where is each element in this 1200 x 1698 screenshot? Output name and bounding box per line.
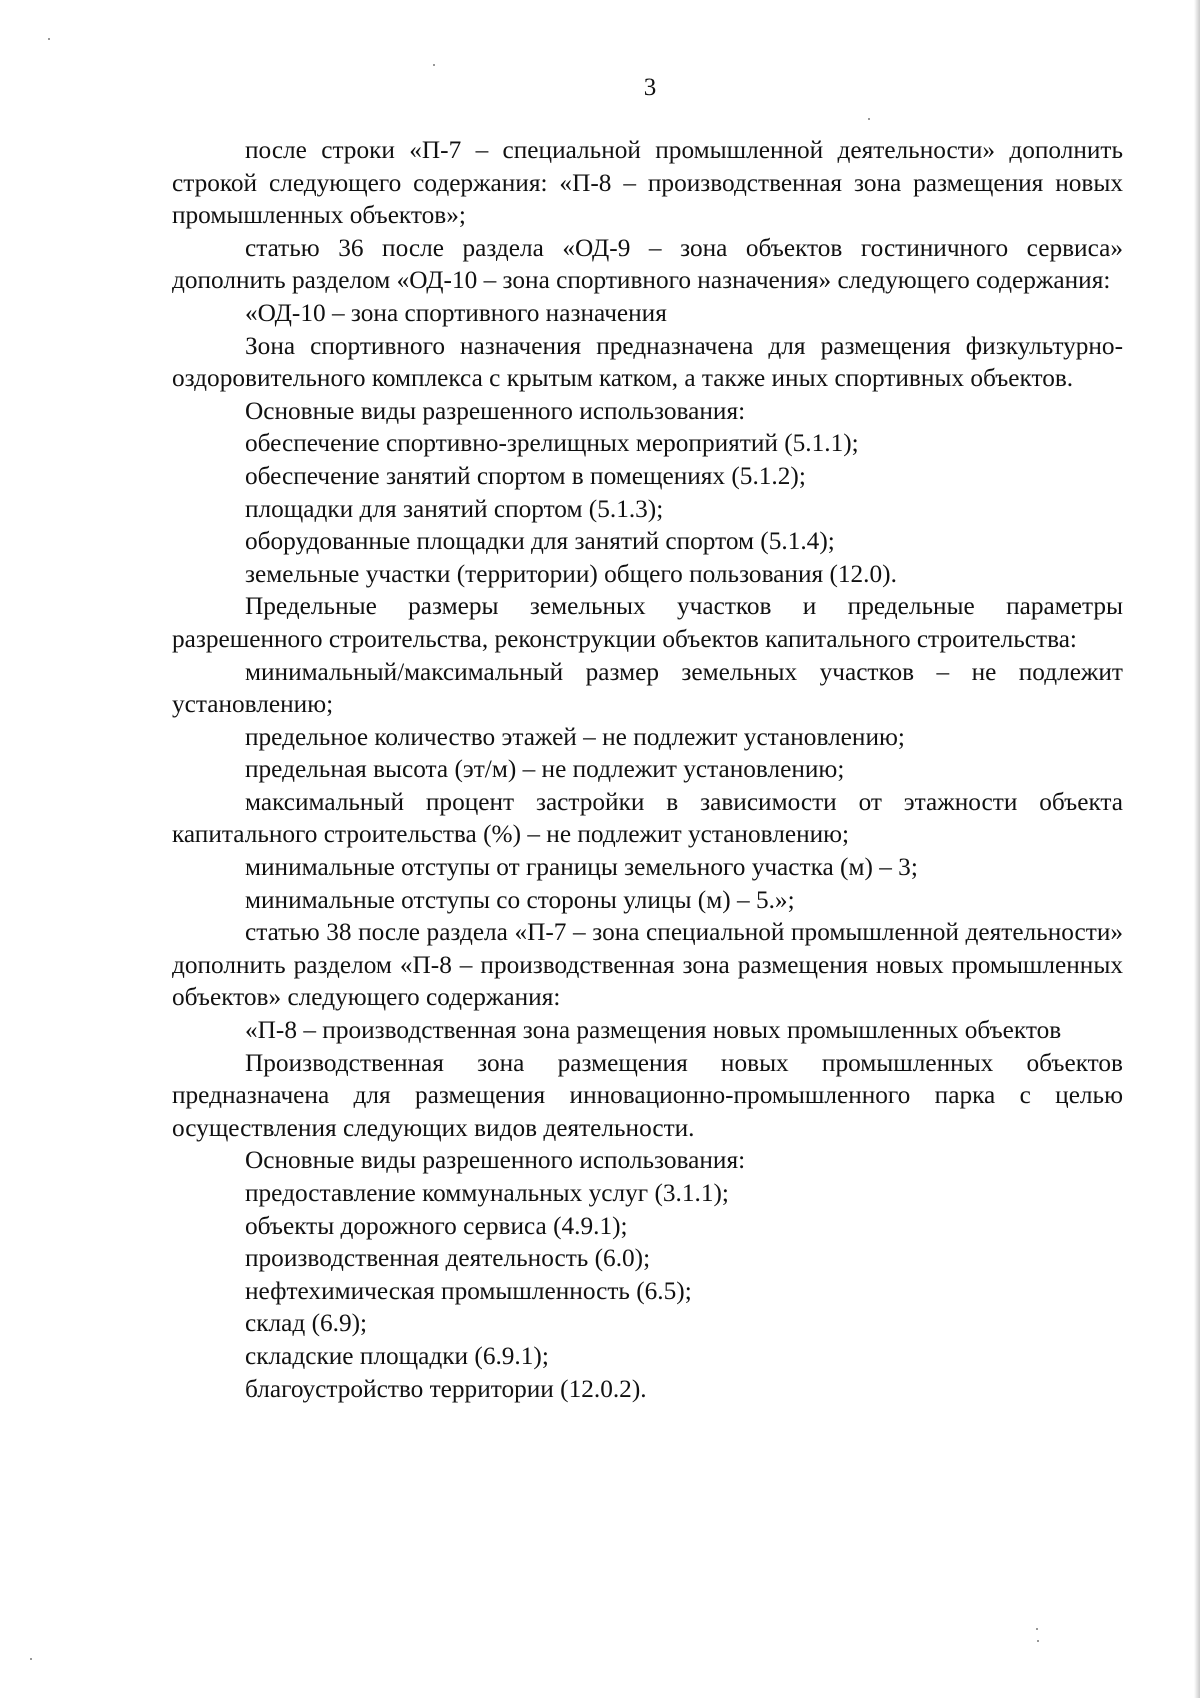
list-item: предельная высота (эт/м) – не подлежит установлению; — [245, 755, 845, 784]
list-item: предоставление коммунальных услуг (3.1.1); — [245, 1179, 729, 1207]
list-item: обеспечение занятий спортом в помещениях (5.1.2); — [245, 461, 806, 490]
list-item: земельные участки (территории) общего пользования (12.0). — [245, 559, 897, 588]
scan-edge-shadow — [1194, 0, 1200, 1698]
page-number: 3 — [643, 74, 657, 101]
list-item: минимальный/максимальный размер земельных участков – не подлежит установлению; — [172, 657, 1123, 719]
list-item: склад (6.9); — [245, 1309, 368, 1338]
paragraph: статью 36 после раздела «ОД-9 – зона объектов гостиничного сервиса» дополнить разделом «ОД-10 – зона спортивного назначения» следующего содержания: — [172, 233, 1123, 295]
list-heading: Основные виды разрешенного использования: — [245, 396, 746, 425]
list-item: нефтехимическая промышленность (6.5); — [245, 1276, 692, 1305]
paragraph: Зона спортивного назначения предназначена для размещения физкультурно-оздоровительного комплекса с крытым катком, а также иных спортивных объектов. — [172, 331, 1123, 393]
scan-speck — [1036, 1628, 1038, 1630]
scan-speck — [30, 1658, 32, 1660]
list-item: оборудованные площадки для занятий спортом (5.1.4); — [245, 527, 835, 556]
paragraph: Предельные размеры земельных участков и предельные параметры разрешенного строительства, реконструкции объектов капитального строительства: — [172, 592, 1123, 653]
section-heading: «ОД-10 – зона спортивного назначения — [245, 298, 667, 327]
paragraph: статью 38 после раздела «П-7 – зона специальной промышленной деятельности» дополнить разделом «П-8 – производственная зона размещения новых промышленных объектов» следующего содержания: — [172, 918, 1123, 1012]
paragraph: после строки «П-7 – специальной промышленной деятельности» дополнить строкой следующего содержания: «П-8 – производственная зона размещения новых промышленных объектов»; — [172, 136, 1123, 230]
list-heading: Основные виды разрешенного использования: — [245, 1146, 746, 1175]
list-item: складские площадки (6.9.1); — [245, 1341, 549, 1370]
list-item: максимальный процент застройки в зависимости от этажности объекта капитального строительства (%) – не подлежит установлению; — [172, 787, 1123, 849]
scan-speck — [1037, 1640, 1039, 1642]
scan-speck — [433, 64, 435, 66]
list-item: производственная деятельность (6.0); — [245, 1244, 651, 1273]
section-heading: «П-8 – производственная зона размещения новых промышленных объектов — [245, 1016, 1062, 1045]
list-item: благоустройство территории (12.0.2). — [245, 1374, 647, 1403]
document-body — [172, 134, 1123, 1405]
paragraph: Производственная зона размещения новых промышленных объектов предназначена для размещения инновационно-промышленного парка с целью осуществления следующих видов деятельности. — [172, 1048, 1123, 1142]
scan-speck — [48, 38, 50, 40]
list-item: обеспечение спортивно-зрелищных мероприятий (5.1.1); — [245, 429, 859, 458]
list-item: площадки для занятий спортом (5.1.3); — [245, 494, 664, 523]
list-item: объекты дорожного сервиса (4.9.1); — [245, 1211, 628, 1240]
list-item: минимальные отступы от границы земельного участка (м) – 3; — [245, 853, 918, 882]
list-item: предельное количество этажей – не подлежит установлению; — [245, 722, 905, 751]
list-item: минимальные отступы со стороны улицы (м) – 5.»; — [245, 885, 795, 914]
scan-speck — [868, 118, 870, 120]
